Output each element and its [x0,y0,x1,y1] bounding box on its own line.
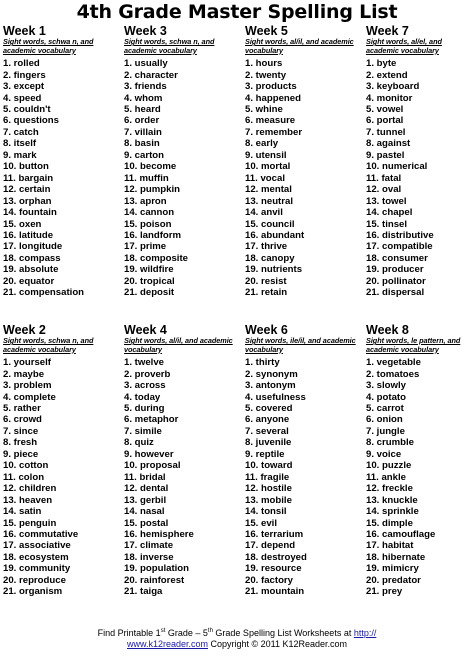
list-item: 15. dimple [366,517,413,529]
list-item: 14. cannon [124,207,175,219]
list-item: 4. usefulness [245,391,306,403]
week-heading: Week 3 [124,24,167,38]
list-item: 6. order [124,115,160,127]
week-8-column [366,323,472,598]
word-list [3,357,118,598]
list-item: 10. proposal [124,460,181,472]
list-item: 6. metaphor [124,414,179,426]
list-item: 20. resist [245,275,287,287]
list-item: 19. nutrients [245,264,303,276]
list-item: 18. hibernate [366,551,426,563]
list-item: 7. several [245,425,289,437]
list-item: 2. maybe [3,368,45,380]
list-item: 4. complete [3,391,56,403]
list-item: 9. voice [366,448,402,460]
list-item: 5. during [124,403,165,414]
list-item: 2. tomatoes [366,368,420,380]
list-item: 9. mark [3,149,37,161]
list-item: 14. fountain [3,207,57,219]
week-subtitle: Sight words, schwa n, and academic vocabulary [3,37,94,55]
list-item: 20. predator [366,574,421,586]
footer-text: Find Printable 1 [97,628,161,638]
list-item: 16. distributive [366,229,434,241]
list-item: 18. ecosystem [3,551,69,563]
list-item: 6. measure [245,115,296,127]
list-item: 3. products [245,81,297,93]
list-item: 4. happened [245,92,301,104]
list-item: 16. latitude [3,229,54,241]
week-6-column [245,323,360,598]
list-item: 2. extend [366,69,408,81]
list-item: 13. heaven [3,494,53,506]
list-item: 8. quiz [124,437,154,449]
list-item: 10. cotton [3,460,49,472]
list-item: 4. monitor [366,92,413,104]
week-subtitle: Sight words, schwa n, and academic vocabulary [3,336,94,354]
list-item: 12. pumpkin [124,184,180,196]
list-item: 12. certain [3,184,51,196]
footer-copyright: Copyright © 2011 K12Reader.com [208,639,348,649]
footer-superscript: st [160,628,166,634]
word-list [3,58,118,299]
week-subtitle: Sight words, al/il, and academic vocabulary [245,37,354,55]
list-item: 8. against [366,138,411,150]
list-item: 2. fingers [3,69,46,81]
list-item: 15. tinsel [366,218,408,230]
footer-link-site[interactable]: www.k12reader.com [126,639,208,649]
list-item: 4. potato [366,391,406,403]
footer-line-2 [0,639,474,650]
list-item: 5. rather [3,403,41,414]
list-item: 5. whine [245,104,283,115]
list-item: 4. today [124,391,161,403]
list-item: 13. knuckle [366,494,418,506]
week-heading: Week 2 [3,323,46,337]
list-item: 6. questions [3,115,59,127]
list-item: 19. population [124,563,190,575]
list-item: 8. crumble [366,437,414,449]
week-1-column [3,24,118,299]
list-item: 12. mental [245,184,292,196]
list-item: 14. chapel [366,207,413,219]
list-item: 13. mobile [245,494,292,506]
list-item: 12. freckle [366,483,413,495]
list-item: 12. children [3,483,57,495]
list-item: 20. pollinator [366,275,426,287]
list-item: 14. tonsil [245,506,287,518]
list-item: 18. canopy [245,252,295,264]
list-item: 10. numerical [366,161,428,173]
footer-text: Grade – 5 [165,628,208,638]
list-item: 1. byte [366,58,397,70]
list-item: 9. however [124,448,174,460]
list-item: 5. vowel [366,104,404,115]
list-item: 3. problem [3,380,52,392]
list-item: 16. hemisphere [124,528,194,540]
list-item: 15. oxen [3,218,42,230]
list-item: 16. commutative [3,528,79,540]
week-4-column [124,323,239,598]
list-item: 5. heard [124,104,161,115]
list-item: 15. penguin [3,517,57,529]
list-item: 20. rainforest [124,574,185,586]
page-title: 4th Grade Master Spelling List [76,1,398,23]
list-item: 21. retain [245,287,288,299]
list-item: 2. proverb [124,368,171,380]
list-item: 6. onion [366,414,403,426]
footer-text: Grade Spelling List Worksheets at [212,628,354,638]
list-item: 9. utensil [245,149,287,161]
list-item: 13. neutral [245,195,293,207]
list-item: 17. compatible [366,241,433,253]
list-item: 5. carrot [366,403,404,414]
list-item: 7. catch [3,126,39,138]
list-item: 20. reproduce [3,574,66,586]
footer-superscript: th [207,628,213,634]
week-3-column [124,24,239,299]
list-item: 11. ankle [366,471,407,483]
list-item: 10. toward [245,460,293,472]
list-item: 13. orphan [3,195,52,207]
list-item: 8. itself [3,138,37,150]
list-item: 9. pastel [366,149,405,161]
list-item: 14. anvil [245,207,283,219]
list-item: 14. satin [3,506,42,518]
list-item: 16. abundant [245,229,305,241]
list-item: 17. thrive [245,241,288,253]
list-item: 21. prey [366,586,403,598]
list-item: 11. colon [3,471,45,483]
list-item: 20. tropical [124,275,175,287]
list-item: 21. deposit [124,287,175,299]
list-item: 3. antonym [245,380,296,392]
list-item: 18. destroyed [245,551,307,563]
list-item: 3. except [3,81,45,93]
list-item: 14. nasal [124,506,165,518]
list-item: 10. button [3,161,49,173]
list-item: 12. hostile [245,483,292,495]
list-item: 2. twenty [245,69,287,81]
week-subtitle: Sight words, al/il, and academic vocabulary [124,336,233,354]
list-item: 19. wildfire [124,264,174,276]
week-heading: Week 7 [366,24,409,38]
list-item: 1. yourself [3,357,51,369]
list-item: 5. covered [245,403,293,414]
list-item: 10. mortal [245,161,291,173]
list-item: 18. consumer [366,252,428,264]
list-item: 9. piece [3,448,39,460]
list-item: 9. reptile [245,448,285,460]
list-item: 11. bargain [3,172,54,184]
footer-link-protocol[interactable]: http:// [353,628,377,638]
list-item: 17. prime [124,241,167,253]
list-item: 1. rolled [3,58,40,70]
week-heading: Week 1 [3,24,46,38]
list-item: 21. mountain [245,586,305,598]
word-list [124,58,239,299]
list-item: 12. oval [366,184,402,196]
word-list [124,357,239,598]
list-item: 2. character [124,69,178,81]
list-item: 10. puzzle [366,460,412,472]
list-item: 3. friends [124,81,167,93]
list-item: 15. postal [124,517,169,529]
list-item: 19. community [3,563,71,575]
week-subtitle: Sight words, schwa n, and academic vocabulary [124,37,215,55]
list-item: 11. fatal [366,172,402,184]
list-item: 15. poison [124,218,172,230]
list-item: 1. vegetable [366,357,421,369]
list-item: 11. muffin [124,172,169,184]
list-item: 20. equator [3,275,55,287]
list-item: 14. sprinkle [366,506,419,518]
list-item: 4. speed [3,92,42,104]
word-list [366,58,472,299]
list-item: 16. terrarium [245,528,304,540]
list-item: 17. depend [245,540,296,552]
list-item: 18. compass [3,252,61,264]
list-item: 19. absolute [3,264,59,276]
list-item: 7. tunnel [366,126,406,138]
week-subtitle: Sight words, le pattern, and academic vocabulary [366,336,461,354]
list-item: 17. associative [3,540,71,552]
list-item: 5. couldn't [3,104,51,115]
list-item: 19. mimicry [366,563,419,575]
list-item: 7. remember [245,126,303,138]
word-list [366,357,472,598]
list-item: 18. inverse [124,551,174,563]
list-item: 17. habitat [366,540,414,552]
list-item: 16. landform [124,229,182,241]
week-7-column [366,24,472,299]
list-item: 3. keyboard [366,81,420,93]
list-item: 21. taiga [124,586,163,598]
list-item: 21. organism [3,586,63,598]
week-subtitle: Sight words, ile/il, and academic vocabulary [245,336,356,354]
list-item: 13. apron [124,195,167,207]
list-item: 11. bridal [124,471,166,483]
list-item: 8. juvenile [245,437,292,449]
week-2-column [3,323,118,598]
list-item: 4. whom [124,92,163,104]
week-heading: Week 6 [245,323,288,337]
list-item: 7. simile [124,425,162,437]
week-heading: Week 4 [124,323,167,337]
list-item: 7. since [3,425,39,437]
list-item: 6. portal [366,115,404,127]
list-item: 8. basin [124,138,160,150]
word-list [245,357,360,598]
list-item: 17. longitude [3,241,63,253]
list-item: 12. dental [124,483,169,495]
list-item: 3. slowly [366,380,406,392]
list-item: 16. camouflage [366,528,436,540]
list-item: 11. vocal [245,172,286,184]
list-item: 11. fragile [245,471,290,483]
list-item: 21. dispersal [366,287,425,299]
list-item: 15. council [245,218,295,230]
list-item: 7. villain [124,126,162,138]
list-item: 17. climate [124,540,174,552]
list-item: 13. towel [366,195,407,207]
word-list [245,58,360,299]
footer [0,628,474,650]
list-item: 1. thirty [245,357,280,369]
list-item: 1. hours [245,58,283,70]
list-item: 21. compensation [3,287,85,299]
list-item: 9. carton [124,149,164,161]
list-item: 3. across [124,380,166,392]
list-item: 19. producer [366,264,424,276]
list-item: 1. twelve [124,357,164,369]
list-item: 15. evil [245,517,278,529]
week-heading: Week 5 [245,24,288,38]
list-item: 10. become [124,161,177,173]
list-item: 13. gerbil [124,494,167,506]
week-heading: Week 8 [366,323,409,337]
list-item: 6. crowd [3,414,42,426]
list-item: 19. resource [245,563,302,575]
list-item: 18. composite [124,252,188,264]
list-item: 8. early [245,138,279,150]
list-item: 2. synonym [245,368,298,380]
list-item: 6. anyone [245,414,290,426]
list-item: 8. fresh [3,437,38,449]
week-5-column [245,24,360,299]
week-subtitle: Sight words, al/el, and academic vocabulary [366,37,442,55]
list-item: 20. factory [245,574,293,586]
list-item: 1. usually [124,58,168,70]
footer-line-1 [0,628,474,639]
list-item: 7. jungle [366,425,405,437]
